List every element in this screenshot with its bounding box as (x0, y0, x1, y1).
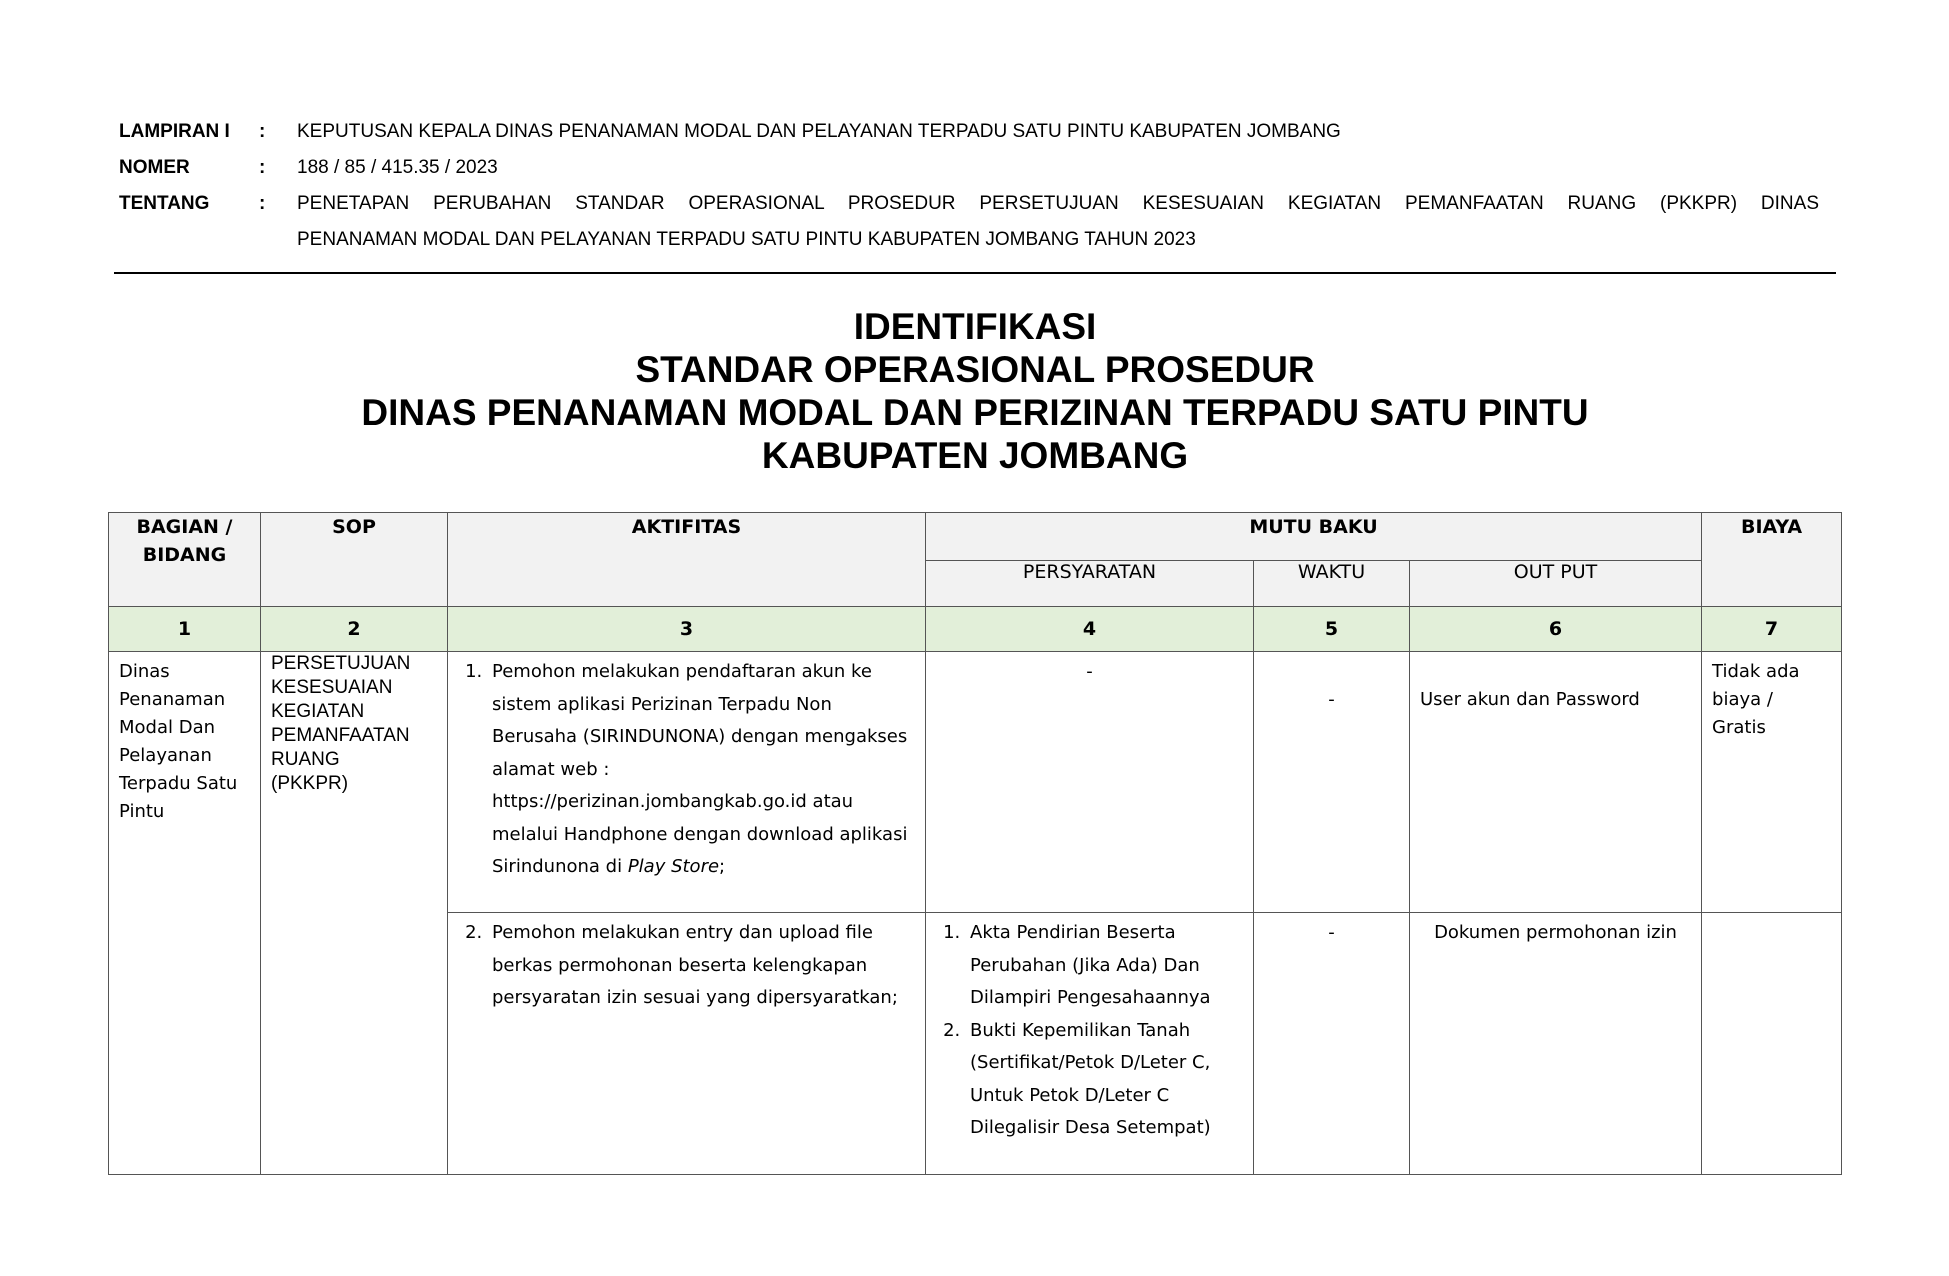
header-waktu: WAKTU (1254, 561, 1410, 607)
document-title (114, 305, 1836, 477)
header-colon: : (259, 121, 266, 142)
header-row-nomer (119, 150, 1819, 186)
header-colon: : (259, 193, 266, 214)
header-row-tentang (119, 186, 1819, 258)
persyaratan-cell (926, 913, 1254, 1175)
header-value: 188 / 85 / 415.35 / 2023 (297, 157, 498, 178)
bagian-cell (109, 652, 261, 1175)
header-divider (114, 272, 1836, 274)
activity-text: Pemohon melakukan pendaftaran akun ke sistem aplikasi Perizinan Terpadu Non Berusaha (SIRINDUNONA) dengan mengakses alamat web : https://perizinan.jombangkab.go.id atau melalui Handphone dengan download aplikasi Sirindunona di (492, 661, 908, 877)
title-line-1: IDENTIFIKASI (853, 306, 1097, 347)
table-header-row (109, 513, 1842, 561)
output-value: Dokumen permohonan izin (1434, 922, 1677, 943)
title-line-4: KABUPATEN JOMBANG (761, 435, 1189, 476)
column-number-row (109, 607, 1842, 652)
biaya-line: biaya / (1712, 689, 1773, 710)
header-row-lampiran (119, 114, 1819, 150)
activity-item (488, 656, 915, 884)
column-number: 4 (926, 607, 1254, 652)
sop-cell (261, 652, 448, 1175)
sop-line: PEMANFAATAN (271, 725, 410, 746)
persyaratan-value: - (1086, 661, 1093, 682)
column-number: 2 (261, 607, 448, 652)
document-header (119, 114, 1819, 258)
header-value: KEPUTUSAN KEPALA DINAS PENANAMAN MODAL DAN PELAYANAN TERPADU SATU PINTU KABUPATEN JOMBANG (297, 121, 1341, 142)
biaya-value (1702, 913, 1841, 925)
column-number: 3 (448, 607, 926, 652)
activity-cell (448, 913, 926, 1175)
title-line-3: DINAS PENANAMAN MODAL DAN PERIZINAN TERPADU SATU PINTU (361, 392, 1589, 433)
activity-cell (448, 652, 926, 913)
header-value-line-2: PENANAMAN MODAL DAN PELAYANAN TERPADU SATU PINTU KABUPATEN JOMBANG TAHUN 2023 (297, 229, 1196, 250)
sop-line: PERSETUJUAN (271, 653, 411, 674)
header-persyaratan: PERSYARATAN (926, 561, 1254, 607)
waktu-value: - (1328, 689, 1335, 710)
header-label: TENTANG (119, 193, 210, 214)
biaya-cell (1702, 913, 1842, 1175)
header-bagian-line-1: BAGIAN / (136, 516, 233, 538)
header-aktifitas: AKTIFITAS (448, 513, 926, 607)
activity-item: 2. Pemohon melakukan entry dan upload file berkas permohonan beserta kelengkapan persyaratan izin sesuai yang dipersyaratkan; (488, 917, 915, 1015)
activity-text-italic: Play Store (627, 856, 720, 877)
header-value-line-1: PENETAPAN PERUBAHAN STANDAR OPERASIONAL PROSEDUR PERSETUJUAN KESESUAIAN KEGIATAN PEMANFAATAN RUANG (PKKPR) DINAS (297, 193, 1819, 214)
header-value (297, 186, 1819, 258)
output-value: User akun dan Password (1420, 689, 1640, 710)
activity-text-end: ; (719, 856, 726, 877)
persyaratan-item: 2. Bukti Kepemilikan Tanah (Sertifikat/Petok D/Leter C, Untuk Petok D/Leter C Dilegalisir Desa Setempat) (966, 1015, 1243, 1145)
sop-line: KESESUAIAN (271, 677, 393, 698)
persyaratan-cell (926, 652, 1254, 913)
sop-line: KEGIATAN (271, 701, 365, 722)
sop-table (108, 512, 1842, 1175)
biaya-cell (1702, 652, 1842, 913)
column-number: 7 (1702, 607, 1842, 652)
output-cell (1410, 913, 1702, 1175)
bagian-line: Terpadu Satu (119, 773, 238, 794)
sop-line: (PKKPR) (271, 773, 349, 794)
bagian-line: Pelayanan (119, 745, 212, 766)
header-label: NOMER (119, 157, 190, 178)
header-sop: SOP (261, 513, 448, 607)
persyaratan-list (926, 913, 1253, 1145)
biaya-line: Gratis (1712, 717, 1766, 738)
header-colon: : (259, 157, 266, 178)
column-number: 6 (1410, 607, 1702, 652)
sop-line: RUANG (271, 749, 340, 770)
column-number: 1 (109, 607, 261, 652)
bagian-line: Modal Dan (119, 717, 216, 738)
column-number: 5 (1254, 607, 1410, 652)
waktu-value: - (1328, 922, 1335, 943)
table-row (109, 652, 1842, 913)
header-label: LAMPIRAN I (119, 121, 230, 142)
title-line-2: STANDAR OPERASIONAL PROSEDUR (635, 349, 1315, 390)
header-bagian (109, 513, 261, 607)
bagian-line: Pintu (119, 801, 165, 822)
header-output: OUT PUT (1410, 561, 1702, 607)
persyaratan-item: 1. Akta Pendirian Beserta Perubahan (Jika Ada) Dan Dilampiri Pengesahaannya (966, 917, 1243, 1015)
header-biaya: BIAYA (1702, 513, 1842, 607)
activity-list (448, 652, 925, 884)
activity-list (448, 913, 925, 1015)
waktu-cell (1254, 913, 1410, 1175)
bagian-line: Penanaman (119, 689, 226, 710)
bagian-line: Dinas (119, 661, 170, 682)
header-mutu-baku: MUTU BAKU (926, 513, 1702, 561)
output-cell (1410, 652, 1702, 913)
waktu-cell (1254, 652, 1410, 913)
biaya-line: Tidak ada (1712, 661, 1800, 682)
header-bagian-line-2: BIDANG (142, 544, 227, 566)
